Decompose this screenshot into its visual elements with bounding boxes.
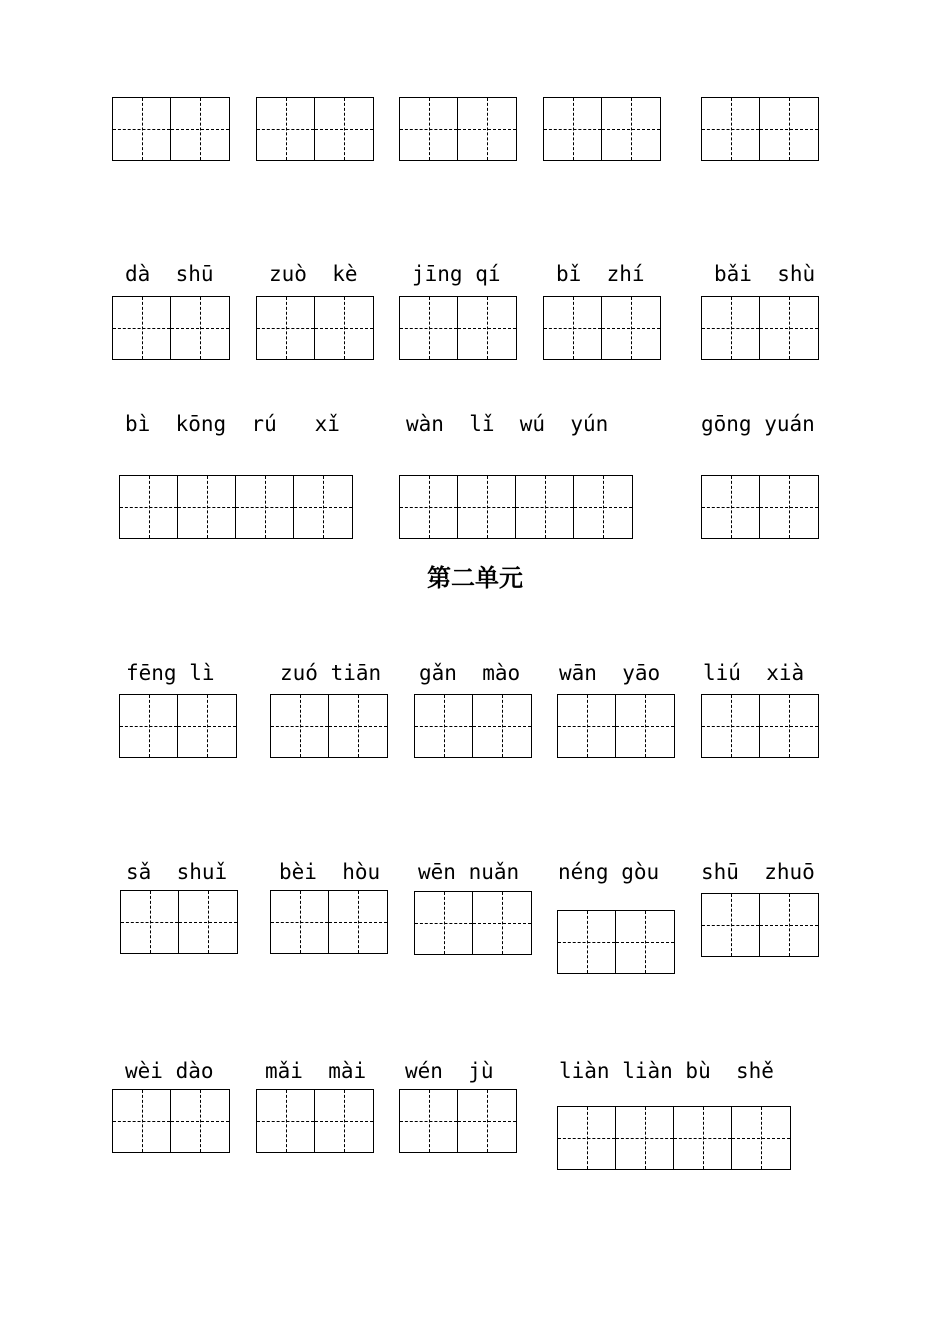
pinyin-label: wàn lǐ wú yún — [406, 412, 609, 436]
tian-zi-cell[interactable] — [558, 911, 616, 973]
tian-zi-cell[interactable] — [574, 476, 632, 538]
pinyin-label: zuò kè — [269, 262, 358, 286]
pinyin-label: wèi dào — [125, 1059, 214, 1083]
tian-zi-cell[interactable] — [602, 297, 660, 359]
tian-zi-cell[interactable] — [178, 695, 236, 757]
tian-zi-cell[interactable] — [458, 476, 516, 538]
tian-zi-cell[interactable] — [616, 1107, 674, 1169]
tian-zi-cell[interactable] — [271, 695, 329, 757]
writing-grid[interactable] — [557, 694, 675, 758]
writing-grid[interactable] — [270, 890, 388, 954]
tian-zi-cell[interactable] — [473, 892, 531, 954]
tian-zi-cell[interactable] — [329, 695, 387, 757]
tian-zi-cell[interactable] — [315, 297, 373, 359]
writing-grid[interactable] — [112, 97, 230, 161]
writing-grid[interactable] — [399, 1089, 517, 1153]
tian-zi-cell[interactable] — [120, 695, 178, 757]
writing-grid[interactable] — [119, 475, 353, 539]
writing-grid[interactable] — [270, 694, 388, 758]
tian-zi-cell[interactable] — [702, 695, 760, 757]
pinyin-label: jīng qí — [412, 262, 501, 286]
tian-zi-cell[interactable] — [473, 695, 531, 757]
pinyin-label: liàn liàn bù shě — [559, 1059, 774, 1083]
pinyin-label: gǎn mào — [419, 661, 521, 685]
writing-grid[interactable] — [414, 891, 532, 955]
tian-zi-cell[interactable] — [415, 695, 473, 757]
pinyin-label: fēng lì — [126, 661, 215, 685]
writing-grid[interactable] — [543, 296, 661, 360]
writing-grid[interactable] — [701, 97, 819, 161]
pinyin-label: bǐ zhí — [556, 262, 645, 286]
tian-zi-cell[interactable] — [400, 476, 458, 538]
tian-zi-cell[interactable] — [702, 98, 760, 160]
writing-grid[interactable] — [256, 296, 374, 360]
tian-zi-cell[interactable] — [732, 1107, 790, 1169]
writing-grid[interactable] — [399, 475, 633, 539]
tian-zi-cell[interactable] — [458, 98, 516, 160]
tian-zi-cell[interactable] — [120, 476, 178, 538]
tian-zi-cell[interactable] — [271, 891, 329, 953]
tian-zi-cell[interactable] — [558, 1107, 616, 1169]
tian-zi-cell[interactable] — [616, 911, 674, 973]
writing-grid[interactable] — [112, 296, 230, 360]
writing-grid[interactable] — [119, 694, 237, 758]
tian-zi-cell[interactable] — [113, 1090, 171, 1152]
tian-zi-cell[interactable] — [616, 695, 674, 757]
tian-zi-cell[interactable] — [544, 98, 602, 160]
tian-zi-cell[interactable] — [760, 98, 818, 160]
tian-zi-cell[interactable] — [760, 894, 818, 956]
pinyin-label: mǎi mài — [265, 1059, 367, 1083]
pinyin-label: bèi hòu — [279, 860, 381, 884]
tian-zi-cell[interactable] — [178, 476, 236, 538]
pinyin-label: wān yāo — [559, 661, 661, 685]
writing-grid[interactable] — [543, 97, 661, 161]
tian-zi-cell[interactable] — [329, 891, 387, 953]
writing-grid[interactable] — [120, 890, 238, 954]
tian-zi-cell[interactable] — [294, 476, 352, 538]
writing-grid[interactable] — [399, 296, 517, 360]
tian-zi-cell[interactable] — [760, 476, 818, 538]
writing-grid[interactable] — [112, 1089, 230, 1153]
tian-zi-cell[interactable] — [171, 297, 229, 359]
pinyin-label: sǎ shuǐ — [126, 860, 228, 884]
writing-grid[interactable] — [557, 910, 675, 974]
pinyin-label: liú xià — [703, 661, 805, 685]
tian-zi-cell[interactable] — [257, 297, 315, 359]
pinyin-label: néng gòu — [558, 860, 660, 884]
pinyin-label: zuó tiān — [280, 661, 382, 685]
writing-grid[interactable] — [701, 475, 819, 539]
tian-zi-cell[interactable] — [702, 476, 760, 538]
writing-grid[interactable] — [701, 694, 819, 758]
tian-zi-cell[interactable] — [760, 297, 818, 359]
tian-zi-cell[interactable] — [315, 98, 373, 160]
tian-zi-cell[interactable] — [516, 476, 574, 538]
tian-zi-cell[interactable] — [171, 98, 229, 160]
tian-zi-cell[interactable] — [113, 98, 171, 160]
writing-grid[interactable] — [256, 1089, 374, 1153]
tian-zi-cell[interactable] — [400, 1090, 458, 1152]
tian-zi-cell[interactable] — [179, 891, 237, 953]
tian-zi-cell[interactable] — [315, 1090, 373, 1152]
pinyin-label: wén jù — [405, 1059, 494, 1083]
pinyin-label: shū zhuō — [701, 860, 815, 884]
tian-zi-cell[interactable] — [400, 297, 458, 359]
tian-zi-cell[interactable] — [544, 297, 602, 359]
tian-zi-cell[interactable] — [415, 892, 473, 954]
tian-zi-cell[interactable] — [558, 695, 616, 757]
tian-zi-cell[interactable] — [458, 1090, 516, 1152]
pinyin-label: bì kōng rú xǐ — [125, 412, 340, 436]
tian-zi-cell[interactable] — [760, 695, 818, 757]
tian-zi-cell[interactable] — [702, 894, 760, 956]
tian-zi-cell[interactable] — [121, 891, 179, 953]
tian-zi-cell[interactable] — [458, 297, 516, 359]
tian-zi-cell[interactable] — [674, 1107, 732, 1169]
pinyin-label: bǎi shù — [714, 262, 816, 286]
tian-zi-cell[interactable] — [257, 1090, 315, 1152]
tian-zi-cell[interactable] — [257, 98, 315, 160]
writing-grid[interactable] — [701, 893, 819, 957]
unit-title: 第二单元 — [427, 563, 523, 592]
pinyin-label: dà shū — [125, 262, 214, 286]
tian-zi-cell[interactable] — [236, 476, 294, 538]
writing-grid[interactable] — [399, 97, 517, 161]
pinyin-label: gōng yuán — [701, 412, 815, 436]
writing-grid[interactable] — [557, 1106, 791, 1170]
writing-grid[interactable] — [701, 296, 819, 360]
tian-zi-cell[interactable] — [171, 1090, 229, 1152]
tian-zi-cell[interactable] — [702, 297, 760, 359]
tian-zi-cell[interactable] — [113, 297, 171, 359]
writing-grid[interactable] — [414, 694, 532, 758]
tian-zi-cell[interactable] — [602, 98, 660, 160]
tian-zi-cell[interactable] — [400, 98, 458, 160]
pinyin-label: wēn nuǎn — [418, 860, 520, 884]
writing-grid[interactable] — [256, 97, 374, 161]
